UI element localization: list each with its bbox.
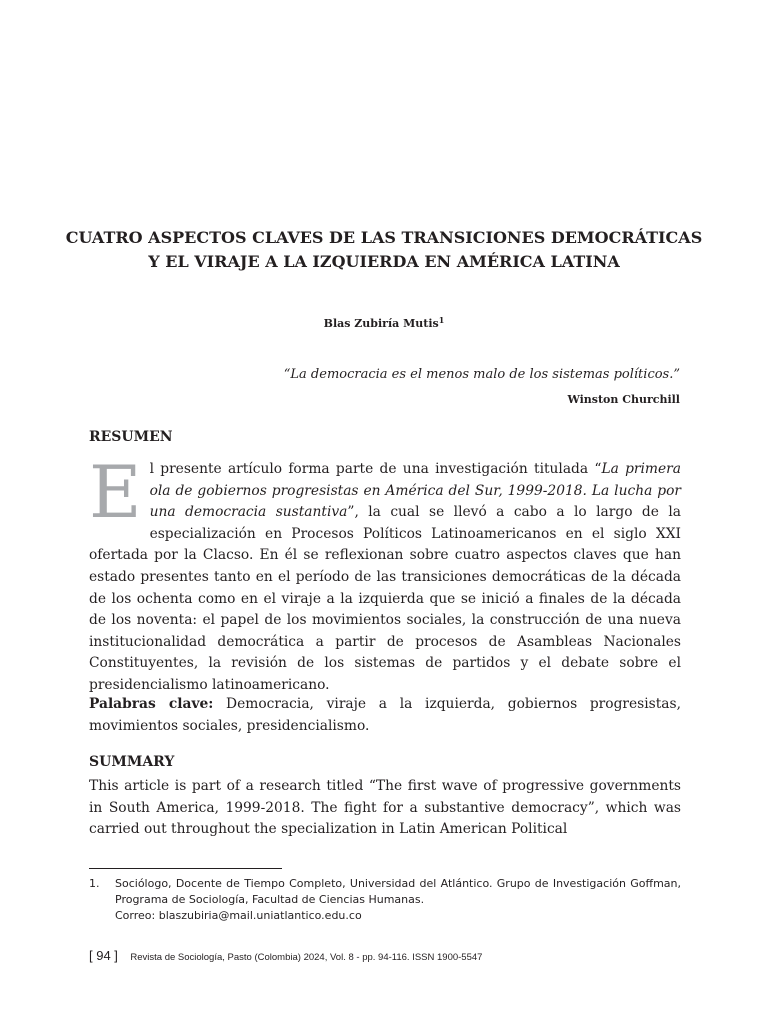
resumen-paragraph	[89, 450, 682, 697]
summary-paragraph: This article is part of a research titled “The first wave of progressive governments in South America, 1999-2018. The fight for a substantive democracy”, which was carried out throughout the specialization in Latin American Political	[89, 778, 681, 838]
footnote-number: 1.	[89, 877, 100, 890]
epigraph-attribution: Winston Churchill	[567, 393, 680, 406]
page-number: [ 94 ]	[89, 948, 118, 963]
footnote-email: Correo: blaszubiria@mail.uniatlantico.edu.co	[115, 909, 362, 922]
article-title-line-2: Y EL VIRAJE A LA IZQUIERDA EN AMÉRICA LATINA	[148, 252, 620, 271]
keywords-paragraph	[89, 694, 681, 737]
epigraph-quote: “La democracia es el menos malo de los sistemas políticos.”	[283, 367, 680, 382]
resumen-heading: RESUMEN	[89, 429, 173, 445]
author-byline	[0, 312, 768, 332]
resumen-cited-title: La primera ola de gobiernos progresistas en América del Sur, 1999-2018. La lucha por una democracia sustantiva	[149, 461, 682, 521]
article-title-line-1: CUATRO ASPECTOS CLAVES DE LAS TRANSICIONES DEMOCRÁTICAS	[65, 228, 703, 247]
journal-reference: Revista de Sociología, Pasto (Colombia) 2024, Vol. 8 - pp. 94-116. ISSN 1900-5547	[130, 952, 483, 963]
footnote-divider	[89, 868, 282, 869]
summary-heading: SUMMARY	[89, 754, 175, 770]
resumen-text-rest: ”, la cual se llevó a cabo a lo largo de la especialización en Procesos Políticos Latinoamericanos en el siglo XXI ofertada por la Clacso. En él se reflexionan sobre cuatro aspectos claves que han estado presentes tanto en el período de las transiciones democráticas de la década de los ochenta como en el viraje a la izquierda que se inició a finales de la década de los noventa: el papel de los movimientos sociales, la construcción de una nueva institucionalidad democrática a partir de procesos de Asambleas Nacionales Constituyentes, la revisión de los sistemas de partidos y el debate sobre el presidencialismo latinoamericano.	[89, 504, 681, 693]
author-footnote-mark: 1	[438, 315, 445, 325]
page-footer	[89, 947, 482, 965]
keywords-label: Palabras clave:	[89, 696, 214, 712]
article-title	[60, 226, 708, 274]
author-name: Blas Zubiría Mutis	[323, 317, 439, 330]
drop-cap: E	[89, 450, 142, 534]
resumen-text-start: l presente artículo forma parte de una investigación titulada “	[149, 461, 602, 477]
keywords-text: Democracia, viraje a la izquierda, gobiernos progresistas, movimientos sociales, presidencialismo.	[89, 696, 681, 734]
footnote-text: Sociólogo, Docente de Tiempo Completo, Universidad del Atlántico. Grupo de Investigación Goffman, Programa de Sociología, Facultad de Ciencias Humanas.	[115, 877, 681, 906]
footnote	[89, 876, 681, 924]
